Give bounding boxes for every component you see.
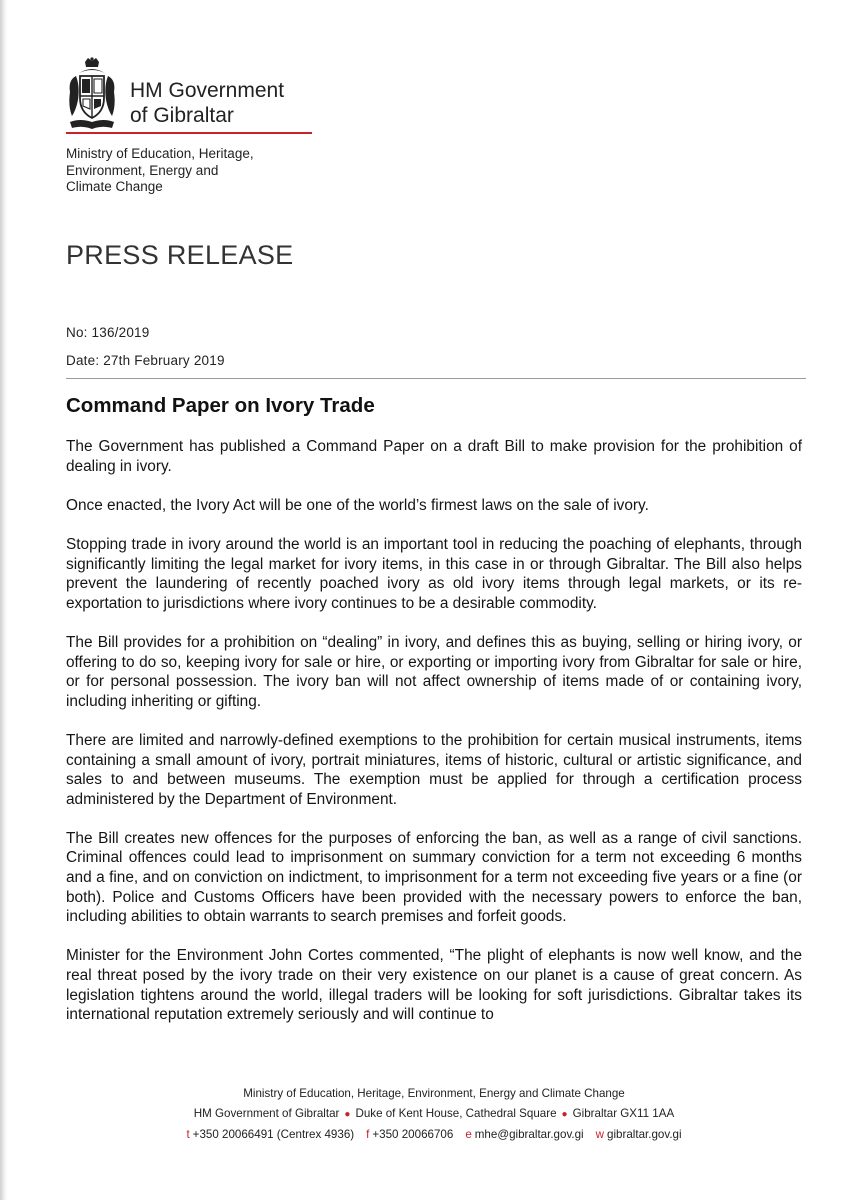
- footer-ministry: Ministry of Education, Heritage, Environment, Energy and Climate Change: [243, 1087, 625, 1100]
- body-paragraph-2: Once enacted, the Ivory Act will be one of the world’s firmest laws on the sale of ivory.: [66, 496, 649, 514]
- fax-number: +350 20066706: [372, 1128, 454, 1141]
- page-footer: [0, 1084, 868, 1145]
- press-release-heading: PRESS RELEASE: [66, 240, 294, 270]
- body-paragraph-6: The Bill creates new offences for the purposes of enforcing the ban, as well as a range of civil sanctions. Criminal offences could lead to imprisonment on summary conviction for a term not exceeding 6 months and a fine, and on conviction on indictment, to imprisonment for a term not exceeding five years or a fine (or both). Police and Customs Officers have been provided with the necessary powers to enforce the ban, including abilities to obtain warrants to search premises and forfeit goods.: [66, 829, 802, 926]
- body-paragraph-3: Stopping trade in ivory around the world is an important tool in reducing the poaching of elephants, through significantly limiting the legal market for ivory items, in this case in or through Gibraltar. The Bill also helps prevent the laundering of recently poached ivory as old ivory items through legal markets, or its re-exportation to jurisdictions where ivory continues to be a desirable commodity.: [66, 535, 802, 612]
- header-red-rule: [66, 132, 312, 134]
- body-paragraph-4: The Bill provides for a prohibition on “dealing” in ivory, and defines this as buying, selling or hiring ivory, or offering to do so, keeping ivory for sale or hire, or exporting or importing ivory from Gibraltar for sale or hire, or for personal possession. The ivory ban will not affect ownership of items made of or containing ivory, including inheriting or gifting.: [66, 633, 802, 710]
- footer-contacts: [0, 1125, 868, 1145]
- body-paragraph-1: The Government has published a Command Paper on a draft Bill to make provision for the prohibition of dealing in ivory.: [66, 438, 802, 475]
- government-name: [130, 78, 284, 128]
- email-label: e: [465, 1128, 472, 1141]
- web-address[interactable]: gibraltar.gov.gi: [607, 1128, 682, 1141]
- coat-of-arms-icon: [66, 56, 118, 134]
- government-name-line-1: HM Government: [130, 79, 285, 102]
- page-edge-shadow: [0, 0, 8, 1200]
- footer-address: [0, 1104, 868, 1125]
- separator-dot-icon: ●: [344, 1109, 351, 1120]
- ministry-name: [66, 146, 254, 196]
- ministry-line-3: Climate Change: [66, 179, 163, 194]
- release-number: No: 136/2019: [66, 325, 150, 340]
- ministry-line-2: Environment, Energy and: [66, 162, 219, 178]
- footer-address-3: Gibraltar GX11 1AA: [572, 1107, 675, 1120]
- body-paragraph-7: Minister for the Environment John Cortes commented, “The plight of elephants is now well know, and the real threat posed by the ivory trade on their very existence on our planet is a cause of great concern. As legislation tightens around the world, illegal traders will be looking for soft jurisdictions. Gibraltar takes its international reputation extremely seriously and will continue to: [66, 947, 802, 1024]
- email-address[interactable]: mhe@gibraltar.gov.gi: [474, 1128, 584, 1141]
- web-label: w: [595, 1128, 605, 1141]
- section-divider: [66, 378, 806, 379]
- release-body: [66, 437, 802, 1025]
- phone-label: t: [186, 1128, 190, 1141]
- separator-dot-icon: ●: [561, 1109, 568, 1120]
- footer-address-2: Duke of Kent House, Cathedral Square: [355, 1107, 557, 1120]
- footer-address-1: HM Government of Gibraltar: [193, 1107, 340, 1120]
- body-paragraph-5: There are limited and narrowly-defined exemptions to the prohibition for certain musical instruments, items containing a small amount of ivory, portrait miniatures, items of historic, cultural or artistic significance, and sales to and between museums. The exemption must be applied for through a certification process administered by the Department of Environment.: [66, 731, 802, 808]
- government-name-line-2: of Gibraltar: [130, 104, 234, 127]
- fax-label: f: [366, 1128, 370, 1141]
- phone-number: +350 20066491 (Centrex 4936): [192, 1128, 355, 1141]
- release-title: Command Paper on Ivory Trade: [66, 394, 375, 417]
- ministry-line-1: Ministry of Education, Heritage,: [66, 146, 254, 161]
- release-date: Date: 27th February 2019: [66, 353, 225, 368]
